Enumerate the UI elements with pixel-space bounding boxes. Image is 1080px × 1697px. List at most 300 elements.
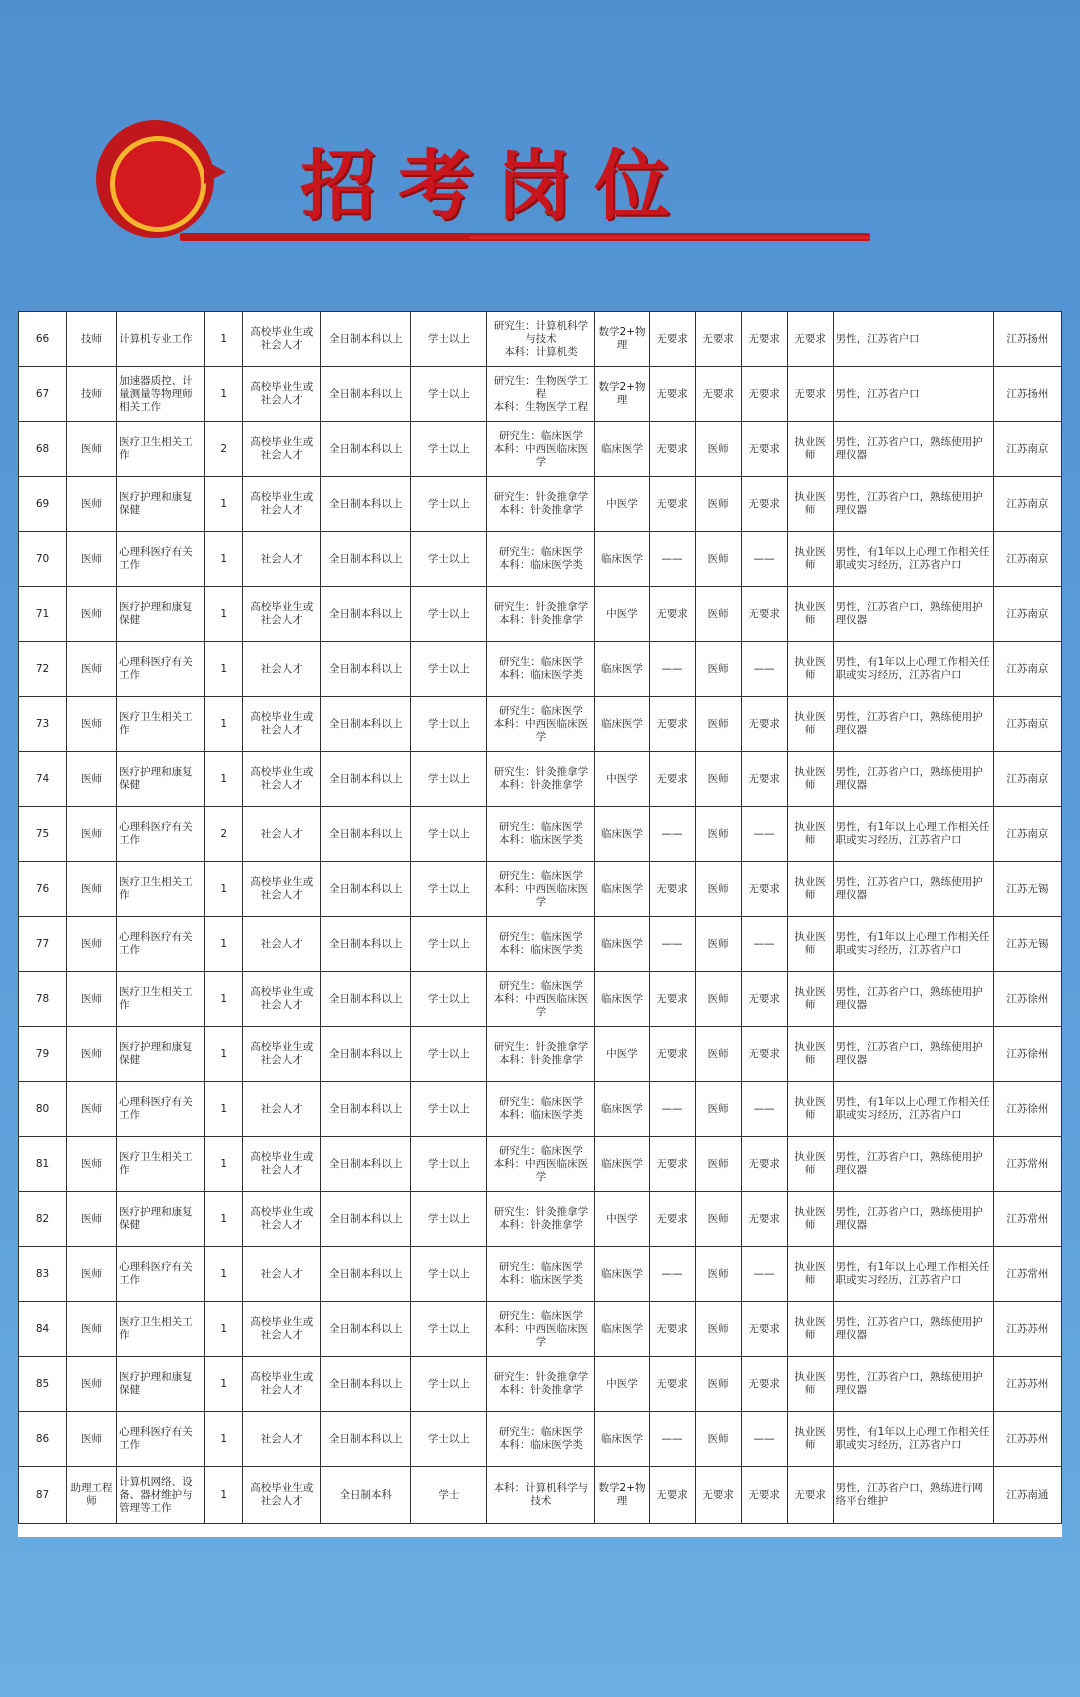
cell-location: 江苏扬州 bbox=[993, 367, 1061, 422]
cell-major: 研究生：临床医学 本科：临床医学类 bbox=[487, 807, 595, 862]
cell-education: 全日制本科以上 bbox=[321, 1357, 411, 1412]
cell-headcount: 2 bbox=[205, 422, 243, 477]
cell-cert-3: —— bbox=[741, 642, 787, 697]
cell-location: 江苏常州 bbox=[993, 1247, 1061, 1302]
table-row bbox=[19, 862, 1062, 917]
cell-major: 研究生：临床医学 本科：中西医临床医学 bbox=[487, 972, 595, 1027]
cell-location: 江苏徐州 bbox=[993, 972, 1061, 1027]
cell-education: 全日制本科以上 bbox=[321, 367, 411, 422]
cell-source: 社会人才 bbox=[243, 1082, 321, 1137]
table-row bbox=[19, 587, 1062, 642]
cell-major: 研究生：针灸推拿学 本科：针灸推拿学 bbox=[487, 1192, 595, 1247]
cell-requirements: 男性，有1年以上心理工作相关任职或实习经历，江苏省户口 bbox=[833, 807, 993, 862]
cell-job-content: 医疗卫生相关工作 bbox=[117, 862, 205, 917]
cell-job-content: 医疗护理和康复保健 bbox=[117, 477, 205, 532]
cell-cert-4: 执业医师 bbox=[787, 642, 833, 697]
cell-degree: 学士以上 bbox=[411, 1412, 487, 1467]
positions-table-container bbox=[18, 311, 1062, 1537]
cell-job-content: 心理科医疗有关工作 bbox=[117, 1247, 205, 1302]
cell-education: 全日制本科以上 bbox=[321, 477, 411, 532]
cell-cert-3: 无要求 bbox=[741, 1192, 787, 1247]
cell-cert-1: 无要求 bbox=[649, 312, 695, 367]
cell-requirements: 男性，有1年以上心理工作相关任职或实习经历，江苏省户口 bbox=[833, 642, 993, 697]
cell-requirements: 男性，江苏省户口，熟练使用护理仪器 bbox=[833, 477, 993, 532]
cell-job-content: 医疗卫生相关工作 bbox=[117, 1302, 205, 1357]
cell-cert-3: 无要求 bbox=[741, 972, 787, 1027]
cell-exam-subject: 临床医学 bbox=[595, 807, 649, 862]
cell-cert-1: 无要求 bbox=[649, 752, 695, 807]
cell-post-type: 医师 bbox=[67, 917, 117, 972]
cell-source: 高校毕业生或社会人才 bbox=[243, 1357, 321, 1412]
cell-headcount: 1 bbox=[205, 862, 243, 917]
cell-exam-subject: 中医学 bbox=[595, 1357, 649, 1412]
cell-requirements: 男性，有1年以上心理工作相关任职或实习经历，江苏省户口 bbox=[833, 1412, 993, 1467]
cell-job-content: 医疗卫生相关工作 bbox=[117, 972, 205, 1027]
cell-cert-2: 医师 bbox=[695, 1027, 741, 1082]
cell-exam-subject: 临床医学 bbox=[595, 1247, 649, 1302]
cell-post-type: 医师 bbox=[67, 587, 117, 642]
cell-cert-2: 医师 bbox=[695, 422, 741, 477]
cell-major: 研究生：临床医学 本科：中西医临床医学 bbox=[487, 697, 595, 752]
cell-degree: 学士以上 bbox=[411, 477, 487, 532]
cell-location: 江苏徐州 bbox=[993, 1027, 1061, 1082]
cell-cert-3: 无要求 bbox=[741, 1302, 787, 1357]
cell-source: 高校毕业生或社会人才 bbox=[243, 972, 321, 1027]
cell-major: 研究生：针灸推拿学 本科：针灸推拿学 bbox=[487, 587, 595, 642]
cell-degree: 学士 bbox=[411, 1467, 487, 1524]
cell-seq: 76 bbox=[19, 862, 67, 917]
cell-seq: 70 bbox=[19, 532, 67, 587]
cell-degree: 学士以上 bbox=[411, 862, 487, 917]
cell-major: 研究生：针灸推拿学 本科：针灸推拿学 bbox=[487, 752, 595, 807]
cell-cert-4: 执业医师 bbox=[787, 1137, 833, 1192]
cell-headcount: 1 bbox=[205, 972, 243, 1027]
table-row bbox=[19, 1357, 1062, 1412]
cell-job-content: 心理科医疗有关工作 bbox=[117, 642, 205, 697]
cell-cert-2: 医师 bbox=[695, 752, 741, 807]
cell-exam-subject: 临床医学 bbox=[595, 422, 649, 477]
cell-education: 全日制本科以上 bbox=[321, 972, 411, 1027]
cell-headcount: 1 bbox=[205, 1467, 243, 1524]
cell-cert-3: 无要求 bbox=[741, 1467, 787, 1524]
cell-exam-subject: 临床医学 bbox=[595, 917, 649, 972]
cell-cert-4: 执业医师 bbox=[787, 1082, 833, 1137]
cell-post-type: 助理工程师 bbox=[67, 1467, 117, 1524]
cell-job-content: 心理科医疗有关工作 bbox=[117, 532, 205, 587]
cell-major: 研究生：临床医学 本科：中西医临床医学 bbox=[487, 1137, 595, 1192]
cell-major: 研究生：临床医学 本科：临床医学类 bbox=[487, 642, 595, 697]
cell-education: 全日制本科以上 bbox=[321, 312, 411, 367]
table-row bbox=[19, 367, 1062, 422]
cell-cert-2: 医师 bbox=[695, 807, 741, 862]
cell-degree: 学士以上 bbox=[411, 917, 487, 972]
cell-cert-3: —— bbox=[741, 532, 787, 587]
cell-seq: 82 bbox=[19, 1192, 67, 1247]
cell-post-type: 医师 bbox=[67, 532, 117, 587]
cell-source: 高校毕业生或社会人才 bbox=[243, 1027, 321, 1082]
cell-headcount: 1 bbox=[205, 1247, 243, 1302]
cell-source: 高校毕业生或社会人才 bbox=[243, 1302, 321, 1357]
cell-cert-2: 无要求 bbox=[695, 312, 741, 367]
cell-cert-1: 无要求 bbox=[649, 477, 695, 532]
cell-degree: 学士以上 bbox=[411, 1137, 487, 1192]
cell-cert-1: 无要求 bbox=[649, 1137, 695, 1192]
table-row bbox=[19, 1412, 1062, 1467]
cell-job-content: 医疗护理和康复保健 bbox=[117, 1027, 205, 1082]
cell-cert-4: 无要求 bbox=[787, 367, 833, 422]
cell-education: 全日制本科以上 bbox=[321, 1412, 411, 1467]
cell-exam-subject: 临床医学 bbox=[595, 1412, 649, 1467]
cell-major: 研究生：生物医学工程 本科：生物医学工程 bbox=[487, 367, 595, 422]
cell-cert-1: —— bbox=[649, 917, 695, 972]
cell-headcount: 1 bbox=[205, 312, 243, 367]
cell-seq: 86 bbox=[19, 1412, 67, 1467]
logo-arrow-icon bbox=[204, 160, 226, 184]
cell-location: 江苏苏州 bbox=[993, 1302, 1061, 1357]
cell-exam-subject: 临床医学 bbox=[595, 532, 649, 587]
table-row bbox=[19, 1082, 1062, 1137]
page-header bbox=[0, 0, 1080, 305]
cell-cert-2: 医师 bbox=[695, 1357, 741, 1412]
cell-cert-4: 执业医师 bbox=[787, 752, 833, 807]
cell-education: 全日制本科以上 bbox=[321, 752, 411, 807]
cell-cert-3: 无要求 bbox=[741, 367, 787, 422]
cell-requirements: 男性，江苏省户口，熟练使用护理仪器 bbox=[833, 862, 993, 917]
cell-cert-3: 无要求 bbox=[741, 862, 787, 917]
cell-cert-1: —— bbox=[649, 1412, 695, 1467]
cell-cert-4: 执业医师 bbox=[787, 807, 833, 862]
cell-source: 社会人才 bbox=[243, 807, 321, 862]
cell-source: 社会人才 bbox=[243, 1412, 321, 1467]
cell-major: 研究生：临床医学 本科：临床医学类 bbox=[487, 917, 595, 972]
cell-headcount: 1 bbox=[205, 1082, 243, 1137]
cell-headcount: 1 bbox=[205, 477, 243, 532]
cell-post-type: 医师 bbox=[67, 1412, 117, 1467]
cell-cert-4: 执业医师 bbox=[787, 422, 833, 477]
cell-cert-2: 医师 bbox=[695, 477, 741, 532]
cell-job-content: 计算机网络、设备、器材维护与管理等工作 bbox=[117, 1467, 205, 1524]
cell-requirements: 男性，江苏省户口 bbox=[833, 367, 993, 422]
cell-location: 江苏南京 bbox=[993, 477, 1061, 532]
cell-exam-subject: 数学2+物理 bbox=[595, 1467, 649, 1524]
cell-education: 全日制本科以上 bbox=[321, 1082, 411, 1137]
cell-cert-4: 执业医师 bbox=[787, 1247, 833, 1302]
cell-cert-1: 无要求 bbox=[649, 422, 695, 477]
cell-exam-subject: 临床医学 bbox=[595, 1082, 649, 1137]
cell-source: 高校毕业生或社会人才 bbox=[243, 1137, 321, 1192]
cell-cert-3: 无要求 bbox=[741, 422, 787, 477]
cell-education: 全日制本科以上 bbox=[321, 642, 411, 697]
cell-cert-2: 医师 bbox=[695, 1137, 741, 1192]
cell-cert-2: 医师 bbox=[695, 532, 741, 587]
cell-post-type: 医师 bbox=[67, 1027, 117, 1082]
cell-location: 江苏南京 bbox=[993, 807, 1061, 862]
cell-seq: 79 bbox=[19, 1027, 67, 1082]
cell-job-content: 医疗卫生相关工作 bbox=[117, 697, 205, 752]
cell-cert-4: 执业医师 bbox=[787, 1027, 833, 1082]
cell-cert-3: —— bbox=[741, 807, 787, 862]
table-row bbox=[19, 1247, 1062, 1302]
cell-cert-3: 无要求 bbox=[741, 1027, 787, 1082]
cell-cert-3: —— bbox=[741, 1247, 787, 1302]
cell-degree: 学士以上 bbox=[411, 367, 487, 422]
cell-cert-1: —— bbox=[649, 1247, 695, 1302]
cell-post-type: 技师 bbox=[67, 367, 117, 422]
cell-post-type: 医师 bbox=[67, 422, 117, 477]
table-row bbox=[19, 807, 1062, 862]
cell-degree: 学士以上 bbox=[411, 1027, 487, 1082]
cell-source: 高校毕业生或社会人才 bbox=[243, 1467, 321, 1524]
cell-source: 社会人才 bbox=[243, 1247, 321, 1302]
cell-cert-3: 无要求 bbox=[741, 1137, 787, 1192]
table-row bbox=[19, 1192, 1062, 1247]
cell-cert-3: 无要求 bbox=[741, 752, 787, 807]
cell-cert-2: 医师 bbox=[695, 972, 741, 1027]
cell-requirements: 男性，有1年以上心理工作相关任职或实习经历，江苏省户口 bbox=[833, 532, 993, 587]
cell-requirements: 男性，江苏省户口，熟练使用护理仪器 bbox=[833, 1357, 993, 1412]
title-underline-accent bbox=[470, 236, 870, 239]
table-row bbox=[19, 1137, 1062, 1192]
cell-cert-3: —— bbox=[741, 1412, 787, 1467]
cell-cert-2: 医师 bbox=[695, 862, 741, 917]
cell-cert-2: 无要求 bbox=[695, 1467, 741, 1524]
table-row bbox=[19, 477, 1062, 532]
table-row bbox=[19, 312, 1062, 367]
cell-education: 全日制本科以上 bbox=[321, 917, 411, 972]
cell-cert-1: —— bbox=[649, 532, 695, 587]
cell-post-type: 医师 bbox=[67, 972, 117, 1027]
cell-requirements: 男性，有1年以上心理工作相关任职或实习经历，江苏省户口 bbox=[833, 1082, 993, 1137]
cell-post-type: 医师 bbox=[67, 1082, 117, 1137]
cell-cert-1: 无要求 bbox=[649, 1302, 695, 1357]
cell-headcount: 1 bbox=[205, 532, 243, 587]
cell-seq: 77 bbox=[19, 917, 67, 972]
cell-degree: 学士以上 bbox=[411, 752, 487, 807]
cell-job-content: 医疗卫生相关工作 bbox=[117, 422, 205, 477]
cell-job-content: 心理科医疗有关工作 bbox=[117, 807, 205, 862]
cell-cert-4: 执业医师 bbox=[787, 862, 833, 917]
cell-cert-4: 无要求 bbox=[787, 312, 833, 367]
cell-requirements: 男性，江苏省户口，熟练使用护理仪器 bbox=[833, 1027, 993, 1082]
cell-seq: 68 bbox=[19, 422, 67, 477]
cell-job-content: 加速器质控、计量测量等物理师相关工作 bbox=[117, 367, 205, 422]
cell-education: 全日制本科以上 bbox=[321, 532, 411, 587]
cell-job-content: 医疗护理和康复保健 bbox=[117, 1357, 205, 1412]
cell-cert-3: 无要求 bbox=[741, 697, 787, 752]
cell-cert-3: —— bbox=[741, 1082, 787, 1137]
cell-education: 全日制本科以上 bbox=[321, 1192, 411, 1247]
cell-source: 社会人才 bbox=[243, 917, 321, 972]
cell-location: 江苏常州 bbox=[993, 1137, 1061, 1192]
cell-exam-subject: 临床医学 bbox=[595, 642, 649, 697]
cell-seq: 85 bbox=[19, 1357, 67, 1412]
cell-seq: 75 bbox=[19, 807, 67, 862]
cell-headcount: 1 bbox=[205, 697, 243, 752]
cell-source: 高校毕业生或社会人才 bbox=[243, 862, 321, 917]
cell-cert-1: —— bbox=[649, 642, 695, 697]
table-row bbox=[19, 1302, 1062, 1357]
cell-seq: 72 bbox=[19, 642, 67, 697]
cell-major: 本科：计算机科学与技术 bbox=[487, 1467, 595, 1524]
cell-cert-2: 医师 bbox=[695, 1247, 741, 1302]
cell-post-type: 医师 bbox=[67, 862, 117, 917]
cell-headcount: 1 bbox=[205, 1357, 243, 1412]
cell-degree: 学士以上 bbox=[411, 1302, 487, 1357]
cell-major: 研究生：临床医学 本科：临床医学类 bbox=[487, 1247, 595, 1302]
page-title: 招考岗位 bbox=[300, 141, 692, 230]
cell-job-content: 医疗卫生相关工作 bbox=[117, 1137, 205, 1192]
cell-degree: 学士以上 bbox=[411, 642, 487, 697]
cell-major: 研究生：临床医学 本科：中西医临床医学 bbox=[487, 422, 595, 477]
table-row bbox=[19, 422, 1062, 477]
cell-major: 研究生：临床医学 本科：临床医学类 bbox=[487, 1412, 595, 1467]
cell-headcount: 1 bbox=[205, 1412, 243, 1467]
cell-seq: 71 bbox=[19, 587, 67, 642]
logo-ring-icon bbox=[110, 136, 206, 232]
cell-degree: 学士以上 bbox=[411, 1082, 487, 1137]
cell-cert-3: 无要求 bbox=[741, 477, 787, 532]
cell-cert-4: 执业医师 bbox=[787, 477, 833, 532]
cell-cert-2: 医师 bbox=[695, 1082, 741, 1137]
cell-job-content: 医疗护理和康复保健 bbox=[117, 587, 205, 642]
cell-cert-1: —— bbox=[649, 1082, 695, 1137]
cell-location: 江苏徐州 bbox=[993, 1082, 1061, 1137]
cell-location: 江苏扬州 bbox=[993, 312, 1061, 367]
cell-requirements: 男性，江苏省户口，熟练使用护理仪器 bbox=[833, 1302, 993, 1357]
cell-exam-subject: 中医学 bbox=[595, 477, 649, 532]
cell-requirements: 男性，江苏省户口，熟练使用护理仪器 bbox=[833, 587, 993, 642]
cell-cert-4: 执业医师 bbox=[787, 1357, 833, 1412]
cell-job-content: 心理科医疗有关工作 bbox=[117, 1082, 205, 1137]
cell-seq: 80 bbox=[19, 1082, 67, 1137]
positions-table-body bbox=[19, 312, 1062, 1524]
cell-education: 全日制本科以上 bbox=[321, 807, 411, 862]
cell-location: 江苏南京 bbox=[993, 697, 1061, 752]
cell-source: 高校毕业生或社会人才 bbox=[243, 477, 321, 532]
cell-headcount: 1 bbox=[205, 752, 243, 807]
cell-requirements: 男性，江苏省户口，熟练使用护理仪器 bbox=[833, 1192, 993, 1247]
cell-exam-subject: 中医学 bbox=[595, 1192, 649, 1247]
cell-location: 江苏南京 bbox=[993, 532, 1061, 587]
cell-education: 全日制本科以上 bbox=[321, 1247, 411, 1302]
cell-degree: 学士以上 bbox=[411, 697, 487, 752]
cell-location: 江苏常州 bbox=[993, 1192, 1061, 1247]
cell-headcount: 1 bbox=[205, 367, 243, 422]
cell-requirements: 男性，江苏省户口，熟练使用护理仪器 bbox=[833, 1137, 993, 1192]
cell-source: 高校毕业生或社会人才 bbox=[243, 1192, 321, 1247]
cell-requirements: 男性，江苏省户口，熟练使用护理仪器 bbox=[833, 972, 993, 1027]
cell-seq: 84 bbox=[19, 1302, 67, 1357]
cell-source: 社会人才 bbox=[243, 642, 321, 697]
cell-cert-4: 执业医师 bbox=[787, 917, 833, 972]
cell-headcount: 1 bbox=[205, 1137, 243, 1192]
table-row bbox=[19, 972, 1062, 1027]
cell-seq: 73 bbox=[19, 697, 67, 752]
cell-post-type: 医师 bbox=[67, 477, 117, 532]
cell-seq: 83 bbox=[19, 1247, 67, 1302]
table-row bbox=[19, 532, 1062, 587]
cell-requirements: 男性，江苏省户口，熟练进行网络平台维护 bbox=[833, 1467, 993, 1524]
cell-cert-2: 医师 bbox=[695, 587, 741, 642]
cell-cert-4: 执业医师 bbox=[787, 587, 833, 642]
cell-headcount: 1 bbox=[205, 917, 243, 972]
table-row bbox=[19, 697, 1062, 752]
cell-cert-4: 执业医师 bbox=[787, 972, 833, 1027]
cell-seq: 67 bbox=[19, 367, 67, 422]
cell-cert-1: 无要求 bbox=[649, 972, 695, 1027]
cell-exam-subject: 中医学 bbox=[595, 752, 649, 807]
cell-headcount: 2 bbox=[205, 807, 243, 862]
cell-major: 研究生：针灸推拿学 本科：针灸推拿学 bbox=[487, 1357, 595, 1412]
cell-post-type: 医师 bbox=[67, 752, 117, 807]
cell-exam-subject: 临床医学 bbox=[595, 1302, 649, 1357]
table-row bbox=[19, 1467, 1062, 1524]
cell-headcount: 1 bbox=[205, 1302, 243, 1357]
cell-cert-2: 医师 bbox=[695, 697, 741, 752]
cell-cert-2: 医师 bbox=[695, 917, 741, 972]
cell-post-type: 技师 bbox=[67, 312, 117, 367]
cell-education: 全日制本科以上 bbox=[321, 587, 411, 642]
cell-source: 高校毕业生或社会人才 bbox=[243, 312, 321, 367]
cell-job-content: 心理科医疗有关工作 bbox=[117, 917, 205, 972]
cell-cert-4: 执业医师 bbox=[787, 1192, 833, 1247]
cell-cert-1: 无要求 bbox=[649, 862, 695, 917]
cell-location: 江苏南京 bbox=[993, 587, 1061, 642]
cell-requirements: 男性，江苏省户口，熟练使用护理仪器 bbox=[833, 422, 993, 477]
cell-cert-4: 执业医师 bbox=[787, 1412, 833, 1467]
cell-source: 高校毕业生或社会人才 bbox=[243, 367, 321, 422]
cell-source: 高校毕业生或社会人才 bbox=[243, 697, 321, 752]
cell-cert-1: 无要求 bbox=[649, 1357, 695, 1412]
cell-education: 全日制本科 bbox=[321, 1467, 411, 1524]
cell-degree: 学士以上 bbox=[411, 807, 487, 862]
cell-job-content: 心理科医疗有关工作 bbox=[117, 1412, 205, 1467]
cell-exam-subject: 临床医学 bbox=[595, 1137, 649, 1192]
cell-education: 全日制本科以上 bbox=[321, 1302, 411, 1357]
cell-degree: 学士以上 bbox=[411, 587, 487, 642]
cell-education: 全日制本科以上 bbox=[321, 697, 411, 752]
cell-location: 江苏苏州 bbox=[993, 1357, 1061, 1412]
cell-exam-subject: 临床医学 bbox=[595, 972, 649, 1027]
cell-requirements: 男性，有1年以上心理工作相关任职或实习经历，江苏省户口 bbox=[833, 917, 993, 972]
cell-exam-subject: 数学2+物理 bbox=[595, 367, 649, 422]
table-row bbox=[19, 917, 1062, 972]
cell-location: 江苏南京 bbox=[993, 642, 1061, 697]
cell-post-type: 医师 bbox=[67, 642, 117, 697]
cell-location: 江苏南通 bbox=[993, 1467, 1061, 1524]
cell-cert-4: 无要求 bbox=[787, 1467, 833, 1524]
cell-cert-1: 无要求 bbox=[649, 1192, 695, 1247]
table-row bbox=[19, 642, 1062, 697]
cell-post-type: 医师 bbox=[67, 1357, 117, 1412]
cell-cert-1: —— bbox=[649, 807, 695, 862]
cell-major: 研究生：临床医学 本科：临床医学类 bbox=[487, 532, 595, 587]
cell-headcount: 1 bbox=[205, 1192, 243, 1247]
cell-education: 全日制本科以上 bbox=[321, 1137, 411, 1192]
cell-headcount: 1 bbox=[205, 642, 243, 697]
cell-cert-3: 无要求 bbox=[741, 1357, 787, 1412]
cell-location: 江苏南京 bbox=[993, 752, 1061, 807]
cell-seq: 81 bbox=[19, 1137, 67, 1192]
cell-headcount: 1 bbox=[205, 1027, 243, 1082]
cell-cert-2: 医师 bbox=[695, 1192, 741, 1247]
cell-degree: 学士以上 bbox=[411, 422, 487, 477]
table-row bbox=[19, 752, 1062, 807]
cell-cert-3: —— bbox=[741, 917, 787, 972]
cell-education: 全日制本科以上 bbox=[321, 862, 411, 917]
cell-source: 高校毕业生或社会人才 bbox=[243, 752, 321, 807]
cell-cert-1: 无要求 bbox=[649, 367, 695, 422]
